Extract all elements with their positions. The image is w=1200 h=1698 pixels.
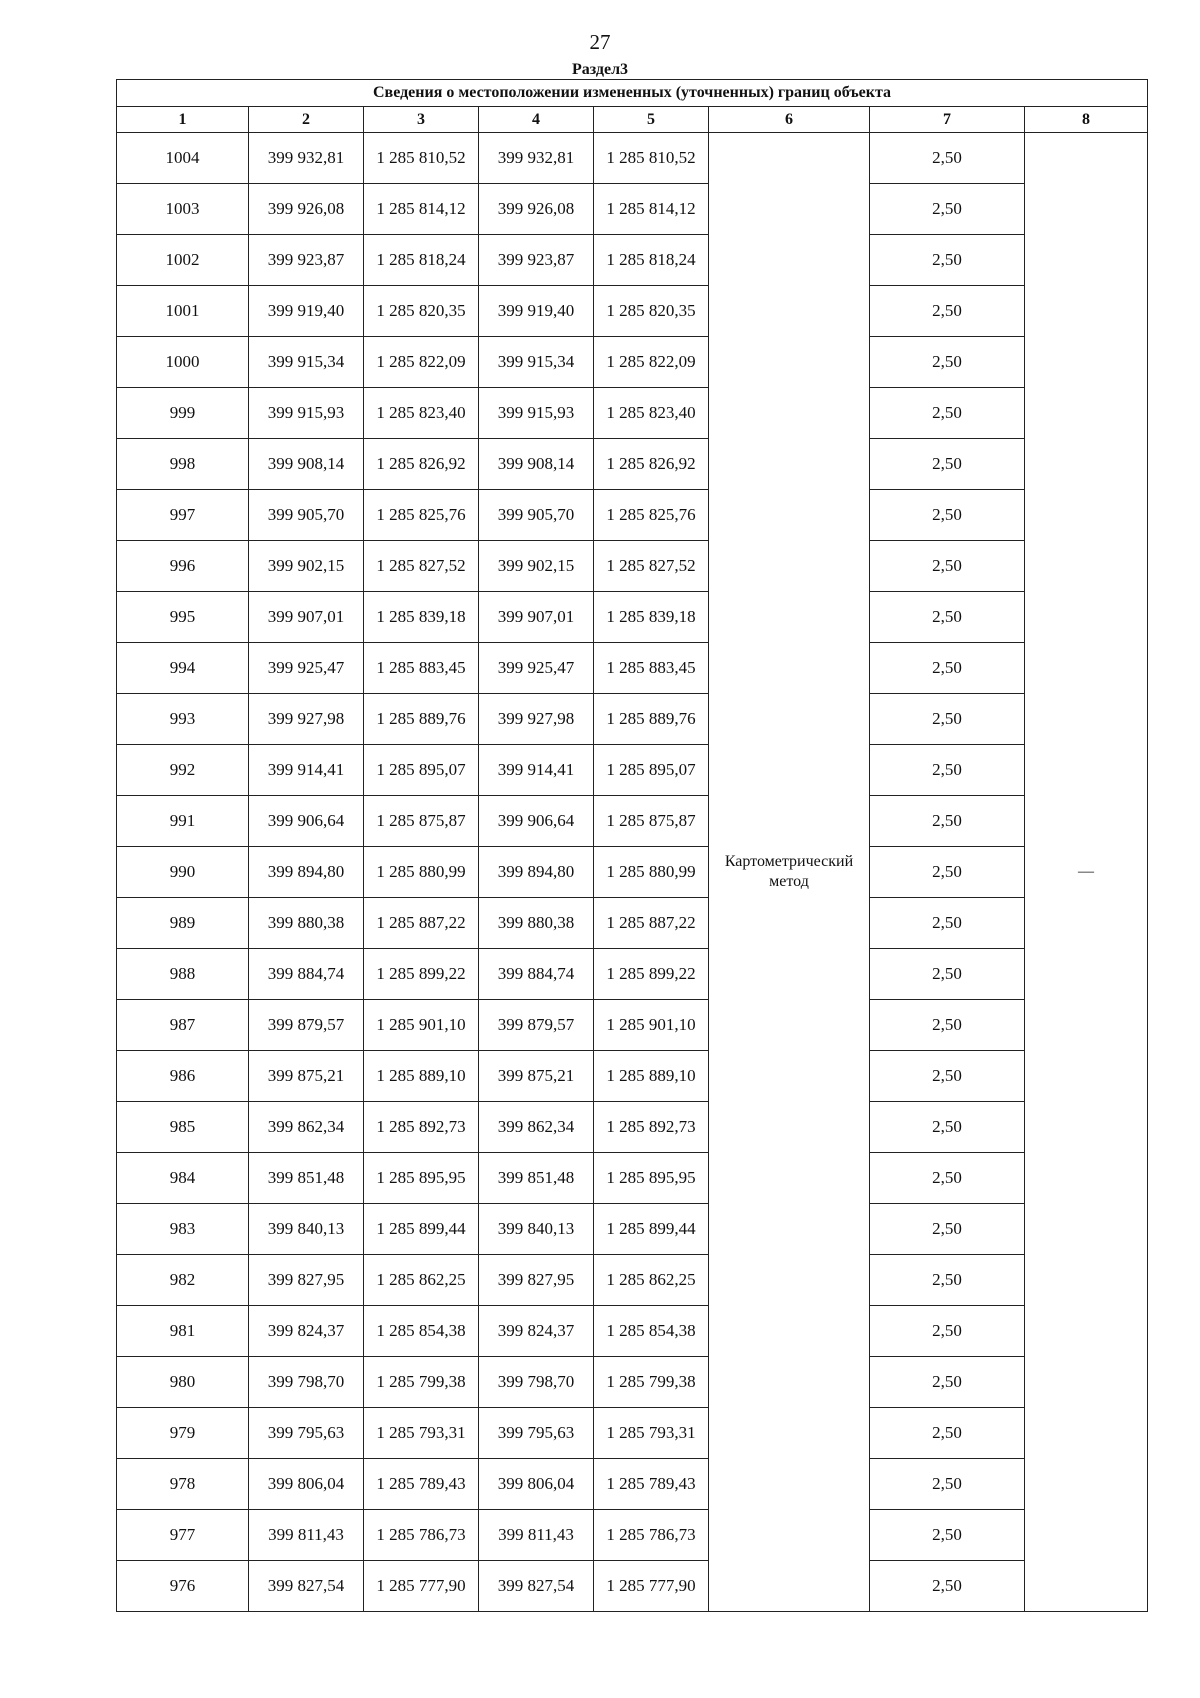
y-old-cell: 1 285 889,76 xyxy=(364,694,479,745)
y-new-cell: 1 285 827,52 xyxy=(594,541,709,592)
x-new-cell: 399 907,01 xyxy=(479,592,594,643)
table-row xyxy=(117,439,1148,490)
table-row xyxy=(117,337,1148,388)
y-new-cell: 1 285 810,52 xyxy=(594,133,709,184)
table-row xyxy=(117,796,1148,847)
point-number-cell: 1000 xyxy=(117,337,249,388)
x-new-cell: 399 798,70 xyxy=(479,1357,594,1408)
accuracy-cell: 2,50 xyxy=(870,1000,1025,1051)
y-old-cell: 1 285 825,76 xyxy=(364,490,479,541)
point-number-cell: 979 xyxy=(117,1408,249,1459)
y-new-cell: 1 285 793,31 xyxy=(594,1408,709,1459)
table-row xyxy=(117,1255,1148,1306)
table-row xyxy=(117,133,1148,184)
x-new-cell: 399 905,70 xyxy=(479,490,594,541)
y-old-cell: 1 285 799,38 xyxy=(364,1357,479,1408)
x-old-cell: 399 811,43 xyxy=(249,1510,364,1561)
x-new-cell: 399 827,95 xyxy=(479,1255,594,1306)
point-number-cell: 978 xyxy=(117,1459,249,1510)
point-number-cell: 1003 xyxy=(117,184,249,235)
x-old-cell: 399 840,13 xyxy=(249,1204,364,1255)
y-old-cell: 1 285 875,87 xyxy=(364,796,479,847)
y-old-cell: 1 285 892,73 xyxy=(364,1102,479,1153)
table-row xyxy=(117,388,1148,439)
x-old-cell: 399 932,81 xyxy=(249,133,364,184)
x-old-cell: 399 851,48 xyxy=(249,1153,364,1204)
column-header: 3 xyxy=(364,107,479,133)
table-row xyxy=(117,184,1148,235)
y-old-cell: 1 285 814,12 xyxy=(364,184,479,235)
accuracy-cell: 2,50 xyxy=(870,1255,1025,1306)
x-old-cell: 399 806,04 xyxy=(249,1459,364,1510)
table-row xyxy=(117,847,1148,898)
table-row xyxy=(117,949,1148,1000)
x-old-cell: 399 894,80 xyxy=(249,847,364,898)
y-old-cell: 1 285 786,73 xyxy=(364,1510,479,1561)
table-row xyxy=(117,1357,1148,1408)
y-old-cell: 1 285 895,07 xyxy=(364,745,479,796)
x-old-cell: 399 907,01 xyxy=(249,592,364,643)
point-number-cell: 1004 xyxy=(117,133,249,184)
accuracy-cell: 2,50 xyxy=(870,1051,1025,1102)
y-old-cell: 1 285 793,31 xyxy=(364,1408,479,1459)
accuracy-cell: 2,50 xyxy=(870,694,1025,745)
accuracy-cell: 2,50 xyxy=(870,1459,1025,1510)
column-header: 1 xyxy=(117,107,249,133)
y-new-cell: 1 285 789,43 xyxy=(594,1459,709,1510)
point-number-cell: 993 xyxy=(117,694,249,745)
accuracy-cell: 2,50 xyxy=(870,337,1025,388)
table-row xyxy=(117,490,1148,541)
x-new-cell: 399 915,93 xyxy=(479,388,594,439)
x-new-cell: 399 851,48 xyxy=(479,1153,594,1204)
y-old-cell: 1 285 820,35 xyxy=(364,286,479,337)
accuracy-cell: 2,50 xyxy=(870,1408,1025,1459)
page-number: 27 xyxy=(589,30,611,54)
x-old-cell: 399 923,87 xyxy=(249,235,364,286)
point-number-cell: 999 xyxy=(117,388,249,439)
point-number-cell: 995 xyxy=(117,592,249,643)
point-number-cell: 996 xyxy=(117,541,249,592)
accuracy-cell: 2,50 xyxy=(870,439,1025,490)
accuracy-cell: 2,50 xyxy=(870,898,1025,949)
x-old-cell: 399 879,57 xyxy=(249,1000,364,1051)
y-old-cell: 1 285 880,99 xyxy=(364,847,479,898)
x-new-cell: 399 926,08 xyxy=(479,184,594,235)
y-new-cell: 1 285 892,73 xyxy=(594,1102,709,1153)
y-new-cell: 1 285 899,44 xyxy=(594,1204,709,1255)
x-new-cell: 399 906,64 xyxy=(479,796,594,847)
x-old-cell: 399 798,70 xyxy=(249,1357,364,1408)
x-old-cell: 399 927,98 xyxy=(249,694,364,745)
table-row xyxy=(117,1408,1148,1459)
y-old-cell: 1 285 823,40 xyxy=(364,388,479,439)
point-number-cell: 981 xyxy=(117,1306,249,1357)
x-old-cell: 399 862,34 xyxy=(249,1102,364,1153)
point-number-cell: 997 xyxy=(117,490,249,541)
accuracy-cell: 2,50 xyxy=(870,1102,1025,1153)
column-header: 8 xyxy=(1025,107,1148,133)
table-row xyxy=(117,1459,1148,1510)
y-new-cell: 1 285 777,90 xyxy=(594,1561,709,1612)
y-new-cell: 1 285 875,87 xyxy=(594,796,709,847)
point-number-cell: 992 xyxy=(117,745,249,796)
point-number-cell: 987 xyxy=(117,1000,249,1051)
x-old-cell: 399 884,74 xyxy=(249,949,364,1000)
point-number-cell: 1002 xyxy=(117,235,249,286)
accuracy-cell: 2,50 xyxy=(870,490,1025,541)
y-old-cell: 1 285 818,24 xyxy=(364,235,479,286)
y-new-cell: 1 285 887,22 xyxy=(594,898,709,949)
table-row xyxy=(117,1102,1148,1153)
column8-cell: — xyxy=(1025,133,1148,1612)
accuracy-cell: 2,50 xyxy=(870,1204,1025,1255)
accuracy-cell: 2,50 xyxy=(870,745,1025,796)
accuracy-cell: 2,50 xyxy=(870,592,1025,643)
x-old-cell: 399 824,37 xyxy=(249,1306,364,1357)
y-new-cell: 1 285 799,38 xyxy=(594,1357,709,1408)
x-old-cell: 399 827,54 xyxy=(249,1561,364,1612)
accuracy-cell: 2,50 xyxy=(870,133,1025,184)
table-row xyxy=(117,592,1148,643)
accuracy-cell: 2,50 xyxy=(870,949,1025,1000)
x-old-cell: 399 880,38 xyxy=(249,898,364,949)
y-new-cell: 1 285 895,07 xyxy=(594,745,709,796)
x-new-cell: 399 927,98 xyxy=(479,694,594,745)
y-new-cell: 1 285 839,18 xyxy=(594,592,709,643)
x-old-cell: 399 919,40 xyxy=(249,286,364,337)
table-row xyxy=(117,1000,1148,1051)
y-old-cell: 1 285 810,52 xyxy=(364,133,479,184)
y-old-cell: 1 285 899,22 xyxy=(364,949,479,1000)
point-number-cell: 985 xyxy=(117,1102,249,1153)
y-new-cell: 1 285 822,09 xyxy=(594,337,709,388)
x-old-cell: 399 875,21 xyxy=(249,1051,364,1102)
y-new-cell: 1 285 895,95 xyxy=(594,1153,709,1204)
x-new-cell: 399 925,47 xyxy=(479,643,594,694)
y-old-cell: 1 285 822,09 xyxy=(364,337,479,388)
x-new-cell: 399 923,87 xyxy=(479,235,594,286)
x-new-cell: 399 914,41 xyxy=(479,745,594,796)
y-new-cell: 1 285 814,12 xyxy=(594,184,709,235)
y-old-cell: 1 285 901,10 xyxy=(364,1000,479,1051)
accuracy-cell: 2,50 xyxy=(870,1306,1025,1357)
y-new-cell: 1 285 889,76 xyxy=(594,694,709,745)
x-new-cell: 399 879,57 xyxy=(479,1000,594,1051)
table-caption: Сведения о местоположении измененных (уточненных) границ объекта xyxy=(117,80,1148,107)
y-new-cell: 1 285 823,40 xyxy=(594,388,709,439)
y-new-cell: 1 285 826,92 xyxy=(594,439,709,490)
accuracy-cell: 2,50 xyxy=(870,235,1025,286)
point-number-cell: 976 xyxy=(117,1561,249,1612)
point-number-cell: 982 xyxy=(117,1255,249,1306)
point-number-cell: 991 xyxy=(117,796,249,847)
x-new-cell: 399 840,13 xyxy=(479,1204,594,1255)
x-new-cell: 399 932,81 xyxy=(479,133,594,184)
x-new-cell: 399 880,38 xyxy=(479,898,594,949)
accuracy-cell: 2,50 xyxy=(870,1510,1025,1561)
x-old-cell: 399 914,41 xyxy=(249,745,364,796)
accuracy-cell: 2,50 xyxy=(870,286,1025,337)
x-new-cell: 399 795,63 xyxy=(479,1408,594,1459)
y-old-cell: 1 285 777,90 xyxy=(364,1561,479,1612)
column-header: 7 xyxy=(870,107,1025,133)
y-old-cell: 1 285 839,18 xyxy=(364,592,479,643)
accuracy-cell: 2,50 xyxy=(870,643,1025,694)
table-row xyxy=(117,1051,1148,1102)
y-old-cell: 1 285 827,52 xyxy=(364,541,479,592)
accuracy-cell: 2,50 xyxy=(870,1561,1025,1612)
x-new-cell: 399 811,43 xyxy=(479,1510,594,1561)
x-old-cell: 399 926,08 xyxy=(249,184,364,235)
table-row xyxy=(117,541,1148,592)
table-body xyxy=(117,133,1148,1612)
x-new-cell: 399 824,37 xyxy=(479,1306,594,1357)
table-row xyxy=(117,1306,1148,1357)
y-new-cell: 1 285 820,35 xyxy=(594,286,709,337)
point-number-cell: 994 xyxy=(117,643,249,694)
x-new-cell: 399 884,74 xyxy=(479,949,594,1000)
y-new-cell: 1 285 818,24 xyxy=(594,235,709,286)
accuracy-cell: 2,50 xyxy=(870,796,1025,847)
point-number-cell: 977 xyxy=(117,1510,249,1561)
y-new-cell: 1 285 889,10 xyxy=(594,1051,709,1102)
y-new-cell: 1 285 854,38 xyxy=(594,1306,709,1357)
table-row xyxy=(117,898,1148,949)
point-number-cell: 990 xyxy=(117,847,249,898)
x-old-cell: 399 905,70 xyxy=(249,490,364,541)
y-old-cell: 1 285 883,45 xyxy=(364,643,479,694)
section-title: Раздел3 xyxy=(571,61,629,78)
y-new-cell: 1 285 883,45 xyxy=(594,643,709,694)
x-new-cell: 399 862,34 xyxy=(479,1102,594,1153)
y-old-cell: 1 285 899,44 xyxy=(364,1204,479,1255)
column-header: 6 xyxy=(709,107,870,133)
y-new-cell: 1 285 901,10 xyxy=(594,1000,709,1051)
point-number-cell: 984 xyxy=(117,1153,249,1204)
accuracy-cell: 2,50 xyxy=(870,1153,1025,1204)
table-row xyxy=(117,1510,1148,1561)
x-new-cell: 399 902,15 xyxy=(479,541,594,592)
x-new-cell: 399 806,04 xyxy=(479,1459,594,1510)
x-new-cell: 399 875,21 xyxy=(479,1051,594,1102)
table-row xyxy=(117,1153,1148,1204)
x-old-cell: 399 925,47 xyxy=(249,643,364,694)
point-number-cell: 980 xyxy=(117,1357,249,1408)
point-number-cell: 998 xyxy=(117,439,249,490)
column-header-row xyxy=(117,107,1148,133)
column-header: 5 xyxy=(594,107,709,133)
x-new-cell: 399 827,54 xyxy=(479,1561,594,1612)
y-old-cell: 1 285 826,92 xyxy=(364,439,479,490)
y-new-cell: 1 285 825,76 xyxy=(594,490,709,541)
y-old-cell: 1 285 854,38 xyxy=(364,1306,479,1357)
x-old-cell: 399 915,34 xyxy=(249,337,364,388)
accuracy-cell: 2,50 xyxy=(870,847,1025,898)
point-number-cell: 989 xyxy=(117,898,249,949)
table-row xyxy=(117,694,1148,745)
table-row xyxy=(117,745,1148,796)
point-number-cell: 988 xyxy=(117,949,249,1000)
y-new-cell: 1 285 786,73 xyxy=(594,1510,709,1561)
accuracy-cell: 2,50 xyxy=(870,541,1025,592)
y-new-cell: 1 285 899,22 xyxy=(594,949,709,1000)
y-new-cell: 1 285 862,25 xyxy=(594,1255,709,1306)
table-row xyxy=(117,643,1148,694)
point-number-cell: 1001 xyxy=(117,286,249,337)
x-old-cell: 399 908,14 xyxy=(249,439,364,490)
x-old-cell: 399 902,15 xyxy=(249,541,364,592)
x-old-cell: 399 795,63 xyxy=(249,1408,364,1459)
table-row xyxy=(117,1561,1148,1612)
x-old-cell: 399 906,64 xyxy=(249,796,364,847)
point-number-cell: 986 xyxy=(117,1051,249,1102)
y-new-cell: 1 285 880,99 xyxy=(594,847,709,898)
y-old-cell: 1 285 789,43 xyxy=(364,1459,479,1510)
x-old-cell: 399 827,95 xyxy=(249,1255,364,1306)
table-row xyxy=(117,286,1148,337)
column-header: 2 xyxy=(249,107,364,133)
x-new-cell: 399 919,40 xyxy=(479,286,594,337)
column-header: 4 xyxy=(479,107,594,133)
y-old-cell: 1 285 862,25 xyxy=(364,1255,479,1306)
boundary-coordinates-table xyxy=(116,79,1148,1612)
accuracy-cell: 2,50 xyxy=(870,388,1025,439)
point-number-cell: 983 xyxy=(117,1204,249,1255)
table-row xyxy=(117,235,1148,286)
accuracy-cell: 2,50 xyxy=(870,184,1025,235)
x-new-cell: 399 908,14 xyxy=(479,439,594,490)
table-row xyxy=(117,1204,1148,1255)
y-old-cell: 1 285 895,95 xyxy=(364,1153,479,1204)
y-old-cell: 1 285 887,22 xyxy=(364,898,479,949)
accuracy-cell: 2,50 xyxy=(870,1357,1025,1408)
x-new-cell: 399 894,80 xyxy=(479,847,594,898)
y-old-cell: 1 285 889,10 xyxy=(364,1051,479,1102)
x-old-cell: 399 915,93 xyxy=(249,388,364,439)
x-new-cell: 399 915,34 xyxy=(479,337,594,388)
method-cell: Картометрический метод xyxy=(709,133,870,1612)
